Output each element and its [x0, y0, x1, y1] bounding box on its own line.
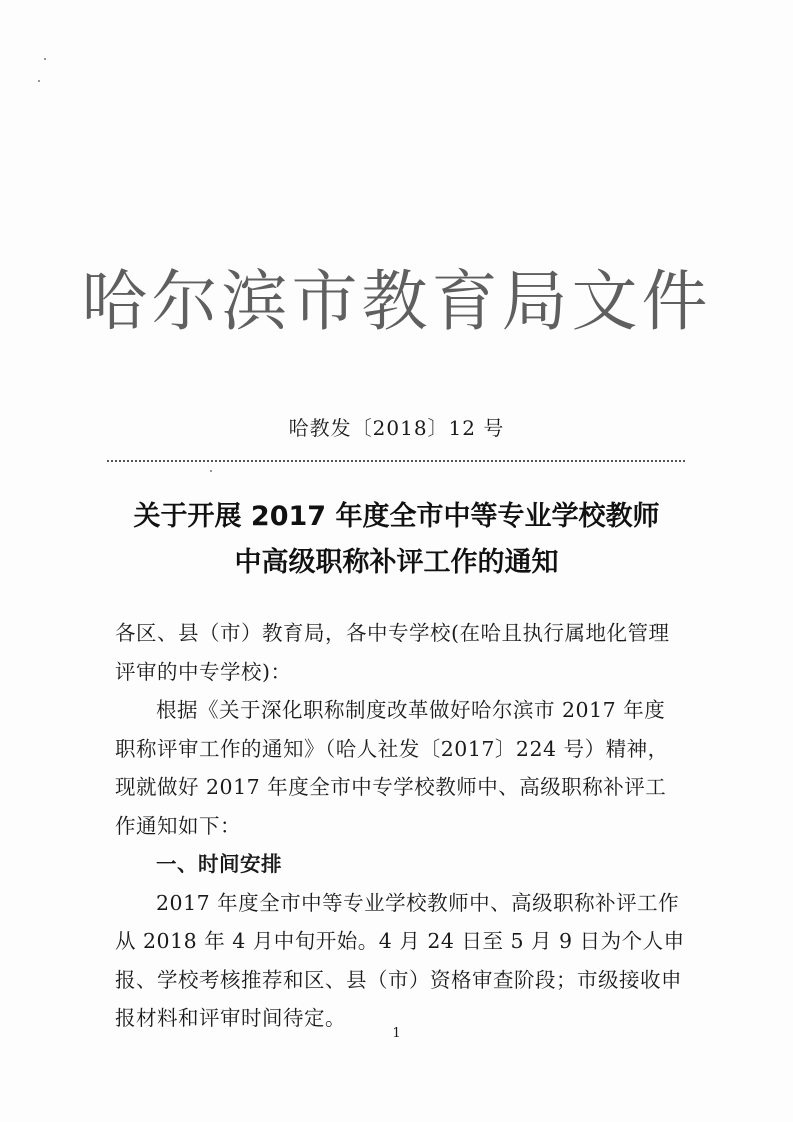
scan-speck — [210, 470, 212, 472]
notice-title-line-2: 中高级职称补评工作的通知 — [234, 547, 559, 578]
notice-title-line-1: 关于开展 2017 年度全市中等专业学校教师 — [133, 501, 660, 532]
notice-title — [0, 494, 793, 586]
addressee: 各区、县（市）教育局，各中专学校(在哈且执行属地化管理评审的中专学校)： — [115, 621, 670, 684]
section-heading-schedule: 一、时间安排 — [156, 852, 282, 876]
document-number: 哈教发〔2018〕12 号 — [288, 416, 505, 440]
issuer-title: 哈尔滨市教育局文件 — [81, 263, 712, 340]
header-divider — [107, 460, 685, 462]
page-number: 1 — [392, 1026, 401, 1041]
intro-paragraph: 根据《关于深化职称制度改革做好哈尔滨市 2017 年度职称评审工作的通知》（哈人社发〔2017〕224 号）精神，现就做好 2017 年度全市中专学校教师中、高级职称补评工作通知如下： — [115, 698, 669, 838]
notice-body — [115, 614, 685, 1038]
schedule-paragraph: 2017 年度全市中等专业学校教师中、高级职称补评工作从 2018 年 4 月中旬开始。4 月 24 日至 5 月 9 日为个人申报、学校考核推荐和区、县（市）资格审查阶段；市级接收申报材料和评审时间待定。 — [115, 890, 685, 1030]
scan-speck — [38, 80, 40, 82]
scan-speck — [44, 58, 46, 60]
